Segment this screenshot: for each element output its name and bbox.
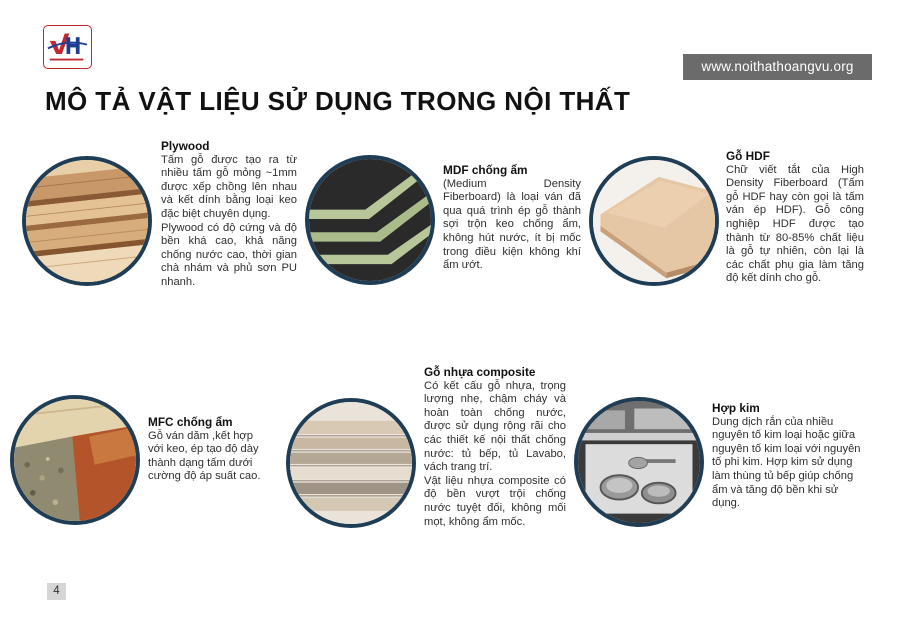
plywood-description [161,140,297,290]
company-logo [43,25,92,69]
plywood-text: Tấm gỗ được tạo ra từ nhiều tấm gỗ mỏng ~1mm được xếp chồng lên nhau và kết dính bằng loại keo đặc biệt chuyên dụng. [161,153,297,220]
alloy-description [712,402,862,511]
hdf-image [589,156,719,286]
mfc-image [10,395,140,525]
mdf-heading: MDF chống ẩm [443,163,528,177]
mdf-description [443,164,581,273]
composite-text-2: Vật liệu nhựa composite có độ bền vượt trội chống nước tuyệt đối, không mối mọt, không ẩm mốc. [424,474,566,528]
composite-image [286,398,416,528]
plywood-image [22,156,152,286]
mfc-text: Gỗ ván dăm ,kết hợp với keo, ép tạo độ dày thành dạng tấm dưới cường độ áp suất cao. [148,429,261,483]
alloy-heading: Hợp kim [712,401,760,415]
hdf-heading: Gỗ HDF [726,149,770,163]
website-url[interactable]: www.noithathoangvu.org [683,54,872,80]
alloy-text: Dung dịch rắn của nhiều nguyên tố kim loại hoặc giữa nguyên tố kim loại với nguyên tố phi kim. Hợp kim sử dụng làm thùng tủ bếp giúp chống ẩm và tăng độ bền khi sử dụng. [712,415,861,510]
mfc-heading: MFC chống ẩm [148,415,233,429]
composite-description [424,366,566,529]
composite-text: Có kết cấu gỗ nhựa, trọng lượng nhẹ, chậm cháy và hoàn toàn chống nước, được sử dụng rộng rãi cho các thiết kế nội thất chống nước: tủ bếp, tủ Lavabo, vách trang trí. [424,379,566,474]
page-number: 4 [47,583,66,600]
mfc-description [148,416,270,484]
plywood-text-2: Plywood có độ cứng và độ bền khá cao, khả năng chống nước cao, thời gian chà nhám và phủ sơn PU nhanh. [161,221,297,288]
alloy-image [574,397,704,527]
composite-heading: Gỗ nhựa composite [424,365,536,379]
hdf-text: Chữ viết tắt của High Density Fiberboard (Tấm gỗ HDF hay còn gọi là tấm ván ép HDF). Gỗ công nghiệp HDF được tạo thành từ 80-85% chất liệu là gỗ tự nhiên, còn lại là các chất phụ gia làm tăng độ kết dính cho gỗ. [726,163,864,285]
page-title: MÔ TẢ VẬT LIỆU SỬ DỤNG TRONG NỘI THẤT [45,86,631,116]
plywood-heading: Plywood [161,139,210,153]
mdf-image [305,155,435,285]
mdf-text: (Medium Density Fiberboard) là loại ván đã qua quá trình ép gỗ thành sợi trộn keo chống ẩm, không hút nước, ít bị mốc trong điều kiện không khí ẩm ướt. [443,177,581,272]
hdf-description [726,150,864,286]
